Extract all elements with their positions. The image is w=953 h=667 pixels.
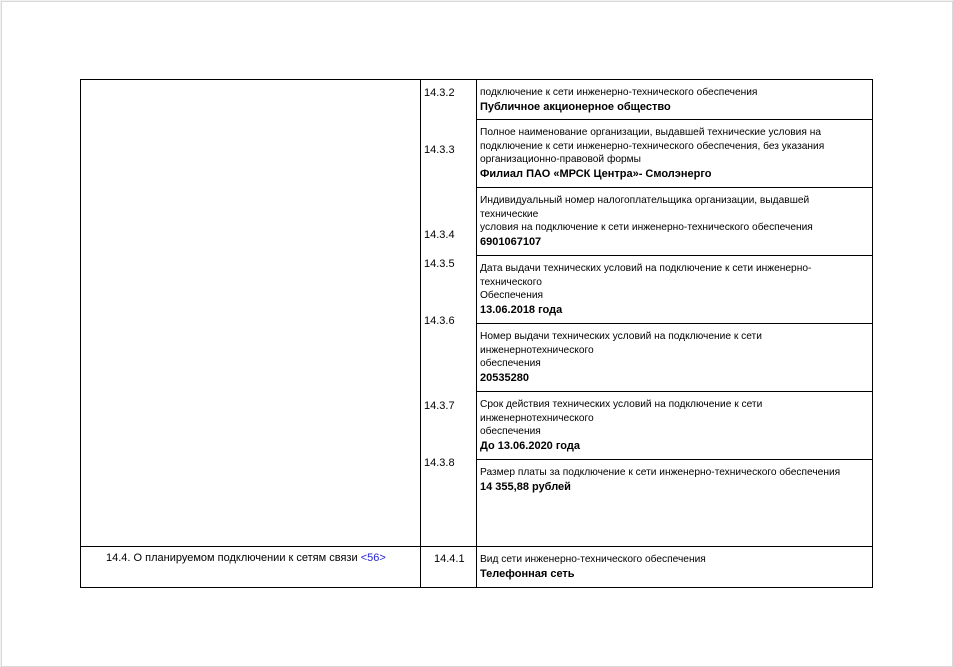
row-value: 13.06.2018 года — [480, 303, 563, 316]
row-value: 6901067107 — [480, 235, 542, 248]
table-row — [480, 398, 780, 453]
row-label: Индивидуальный номер налогоплательщика организации, выдавшей технические — [480, 195, 810, 220]
row-number: 14.3.7 — [424, 400, 455, 412]
row-label-continued: Обеспечения — [480, 290, 544, 302]
table-row — [480, 553, 868, 581]
section-title-text: 14.4. О планируемом подключении к сетям связи — [106, 552, 358, 564]
row-number: 14.3.8 — [424, 457, 455, 469]
row-number: 14.3.3 — [424, 144, 455, 156]
table-row — [480, 262, 825, 317]
row-number: 14.3.5 — [424, 258, 455, 270]
row-value: Публичное акционерное общество — [480, 100, 671, 113]
row-number: 14.3.2 — [424, 87, 455, 99]
table-row — [480, 126, 840, 181]
row-number: 14.3.6 — [424, 315, 455, 327]
row-label: Номер выдачи технических условий на подключение к сети инженернотехнического — [480, 331, 762, 356]
footnote-reference-link[interactable]: <56> — [360, 552, 386, 564]
row-number: 14.3.4 — [424, 229, 455, 241]
row-label-continued: обеспечения — [480, 358, 541, 370]
row-label: Срок действия технических условий на подключение к сети инженернотехнического — [480, 399, 763, 424]
table-row — [480, 466, 868, 494]
row-label: Вид сети инженерно-технического обеспечения — [480, 554, 706, 565]
table-row — [480, 86, 868, 114]
row-value: 14 355,88 рублей — [480, 480, 571, 493]
row-label-continued: обеспечения — [480, 426, 541, 438]
table-row — [480, 194, 825, 249]
row-value: До 13.06.2020 года — [480, 439, 580, 452]
row-label: Дата выдачи технических условий на подключение к сети инженерно-технического — [480, 263, 812, 288]
row-number: 14.4.1 — [434, 553, 465, 565]
row-label: Размер платы за подключение к сети инженерно-технического обеспечения — [480, 467, 841, 478]
table-row — [480, 330, 780, 385]
row-label-continued: условия на подключение к сети инженерно-технического обеспечения — [480, 222, 813, 234]
row-value: Телефонная сеть — [480, 567, 575, 580]
row-label: подключение к сети инженерно-технического обеспечения — [480, 87, 758, 98]
row-value: Филиал ПАО «МРСК Центра»- Смолэнерго — [480, 167, 712, 180]
row-value: 20535280 — [480, 371, 529, 384]
section-title — [106, 552, 386, 564]
row-label: Полное наименование организации, выдавшей технические условия на подключение к сети инженерно-технического обеспечения, без указания организационно-правовой формы — [480, 127, 825, 166]
